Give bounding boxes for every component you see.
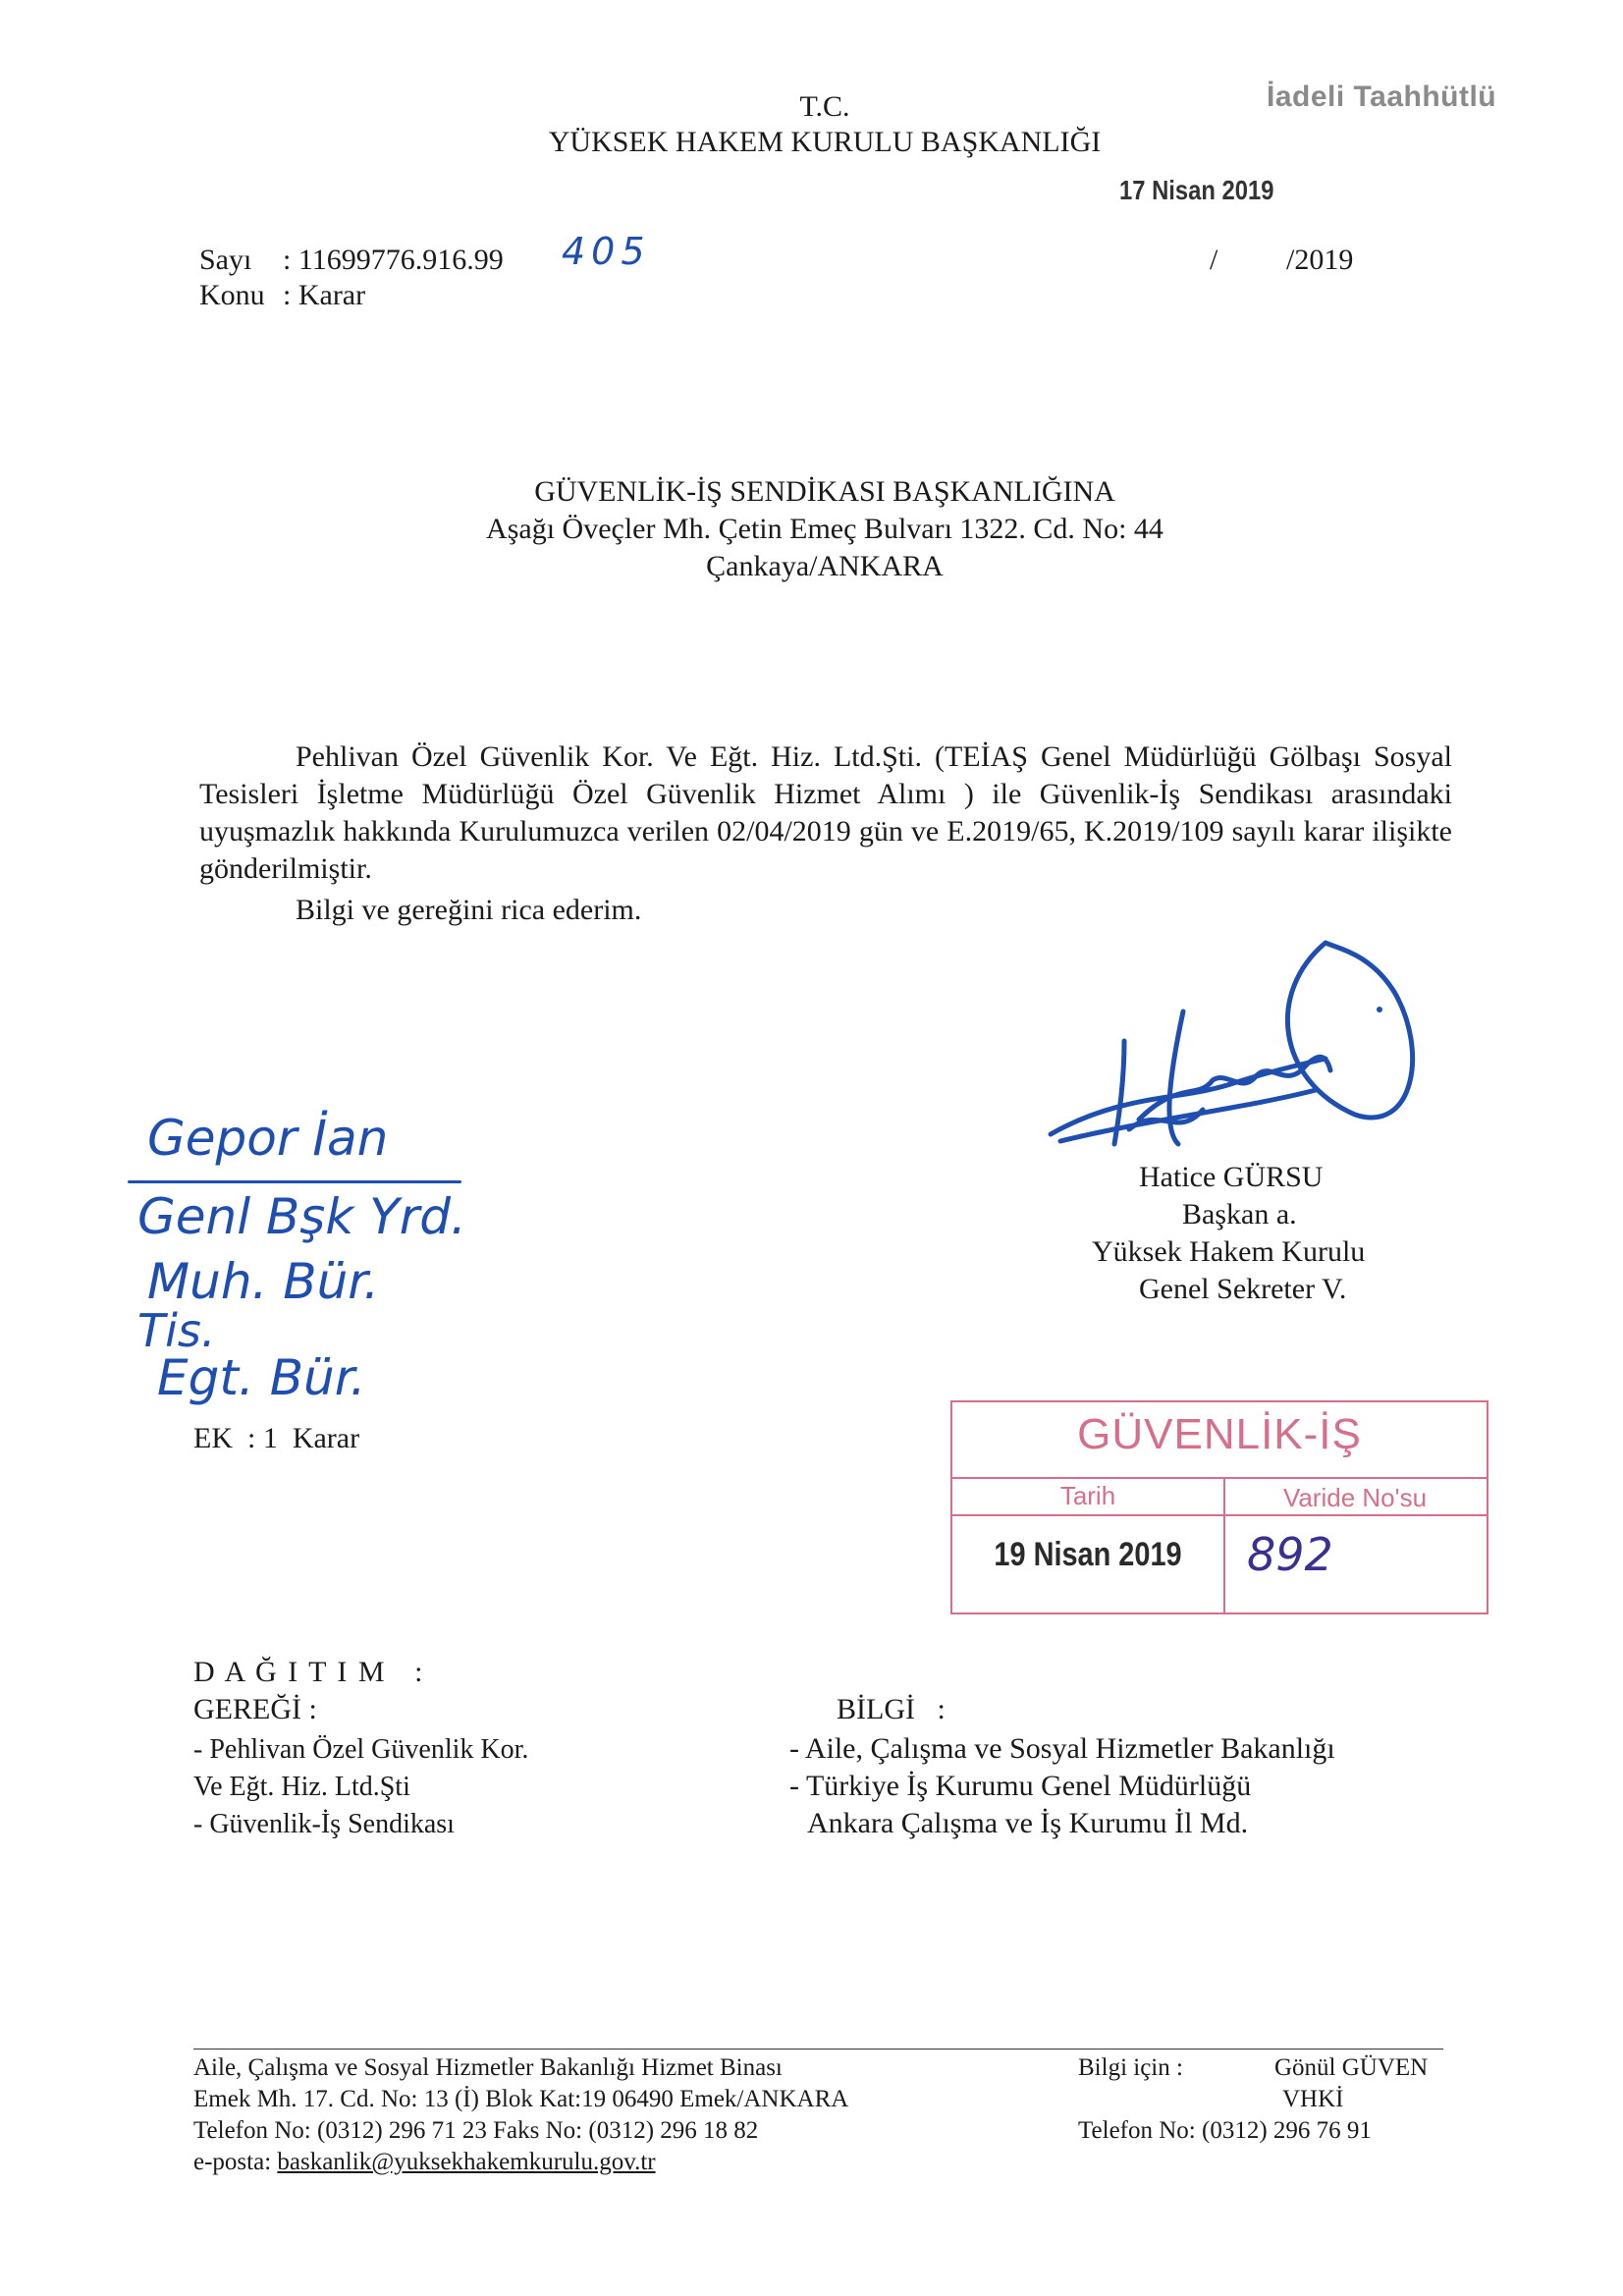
- distribution-geregi-label: GEREĞİ :: [193, 1693, 317, 1725]
- stamp-varide-label: Varide No'su: [1282, 1483, 1428, 1512]
- handwritten-line-2: Genl Bşk Yrd.: [137, 1188, 466, 1245]
- signatory-title3: Genel Sekreter V.: [1139, 1273, 1347, 1305]
- signature: [1031, 933, 1443, 1159]
- footer-rule: [193, 2049, 1443, 2050]
- handwritten-line-5: Egt. Bür.: [157, 1349, 366, 1406]
- distribution-geregi-2: Ve Eğt. Hiz. Ltd.Şti: [193, 1772, 410, 1802]
- attachment-note: EK : 1 Karar: [193, 1422, 360, 1454]
- stamp-tarih-value: 19 Nisan 2019: [994, 1536, 1182, 1573]
- handwritten-line-4: Tis.: [137, 1304, 216, 1357]
- footer-address-1: Aile, Çalışma ve Sosyal Hizmetler Bakanlığı Hizmet Binası: [193, 2054, 783, 2081]
- header-tc: T.C.: [799, 90, 850, 123]
- body-paragraph: Pehlivan Özel Güvenlik Kor. Ve Eğt. Hiz. Ltd.Şti. (TEİAŞ Genel Müdürlüğü Gölbaşı Sosyal Tesisleri İşletme Müdürlüğü Özel Güvenlik Hizmet Alımı ) ile Güvenlik-İş Sendikası arasındaki uyuşmazlık hakkında Kurulumuzca verilen 02/04/2019 gün ve E.2019/65, K.2019/109 sayılı karar ilişikte gönderilmiştir.: [199, 740, 1452, 885]
- distribution-bilgi-2: - Türkiye İş Kurumu Genel Müdürlüğü: [789, 1770, 1252, 1802]
- received-stamp: [950, 1400, 1488, 1614]
- distribution-bilgi-3: Ankara Çalışma ve İş Kurumu İl Md.: [807, 1807, 1249, 1839]
- distribution-geregi-1: - Pehlivan Özel Güvenlik Kor.: [193, 1734, 529, 1765]
- sayi-handwritten-number: 405: [562, 230, 651, 273]
- konu-value: : Karar: [283, 279, 366, 311]
- addressee-name: GÜVENLİK-İŞ SENDİKASI BAŞKANLIĞINA: [534, 475, 1115, 508]
- footer-email-row: [193, 2149, 656, 2176]
- stamp-tarih-label: Tarih: [1059, 1481, 1116, 1510]
- date-slash: /: [1210, 244, 1218, 276]
- handwritten-line-3: Muh. Bür.: [147, 1253, 380, 1310]
- signatory-title2: Yüksek Hakem Kurulu: [1092, 1235, 1366, 1268]
- received-date-stamp: 17 Nisan 2019: [1119, 175, 1274, 205]
- footer-info-title: VHKİ: [1282, 2086, 1344, 2112]
- footer-email-label: e-posta:: [193, 2149, 272, 2175]
- distribution-bilgi-label: BİLGİ :: [837, 1693, 946, 1725]
- signatory-title1: Başkan a.: [1182, 1198, 1297, 1230]
- handwritten-line-1: Gepor İan: [147, 1110, 389, 1167]
- footer-address-3: Telefon No: (0312) 296 71 23 Faks No: (0312) 296 18 82: [193, 2117, 759, 2144]
- addressee-city: Çankaya/ANKARA: [706, 550, 944, 582]
- stamp-varide-value: 892: [1247, 1528, 1333, 1581]
- sayi-value: : 11699776.916.99: [283, 244, 504, 276]
- footer-info-phone: Telefon No: (0312) 296 76 91: [1078, 2117, 1372, 2144]
- sayi-label: Sayı: [199, 244, 252, 276]
- footer-info-label: Bilgi için :: [1078, 2054, 1183, 2081]
- addressee-address: Aşağı Öveçler Mh. Çetin Emeç Bulvarı 1322. Cd. No: 44: [486, 513, 1163, 545]
- footer-address-2: Emek Mh. 17. Cd. No: 13 (İ) Blok Kat:19 06490 Emek/ANKARA: [193, 2086, 849, 2112]
- iadeli-taahhutlu-stamp: İadeli Taahhütlü: [1267, 81, 1497, 113]
- stamp-divider-horizontal-2: [952, 1514, 1487, 1516]
- body-closing: Bilgi ve gereğini rica ederim.: [296, 894, 642, 926]
- konu-label: Konu: [199, 279, 265, 311]
- stamp-divider-horizontal-1: [952, 1477, 1487, 1479]
- handwritten-underline: [128, 1180, 461, 1183]
- header-institution: YÜKSEK HAKEM KURULU BAŞKANLIĞI: [548, 126, 1102, 158]
- distribution-geregi-3: - Güvenlik-İş Sendikası: [193, 1809, 455, 1839]
- footer-email-link[interactable]: baskanlik@yuksekhakemkurulu.gov.tr: [277, 2149, 656, 2175]
- signatory-name: Hatice GÜRSU: [1139, 1161, 1324, 1193]
- date-year: /2019: [1286, 244, 1354, 276]
- handwritten-routing-note: [128, 1110, 599, 1424]
- stamp-org-name: GÜVENLİK-İŞ: [1077, 1410, 1362, 1458]
- footer-info-name: Gönül GÜVEN: [1274, 2054, 1429, 2081]
- distribution-bilgi-1: - Aile, Çalışma ve Sosyal Hizmetler Bakanlığı: [789, 1732, 1335, 1765]
- stamp-divider-vertical: [1223, 1477, 1225, 1613]
- distribution-title: D A Ğ I T I M :: [193, 1656, 425, 1688]
